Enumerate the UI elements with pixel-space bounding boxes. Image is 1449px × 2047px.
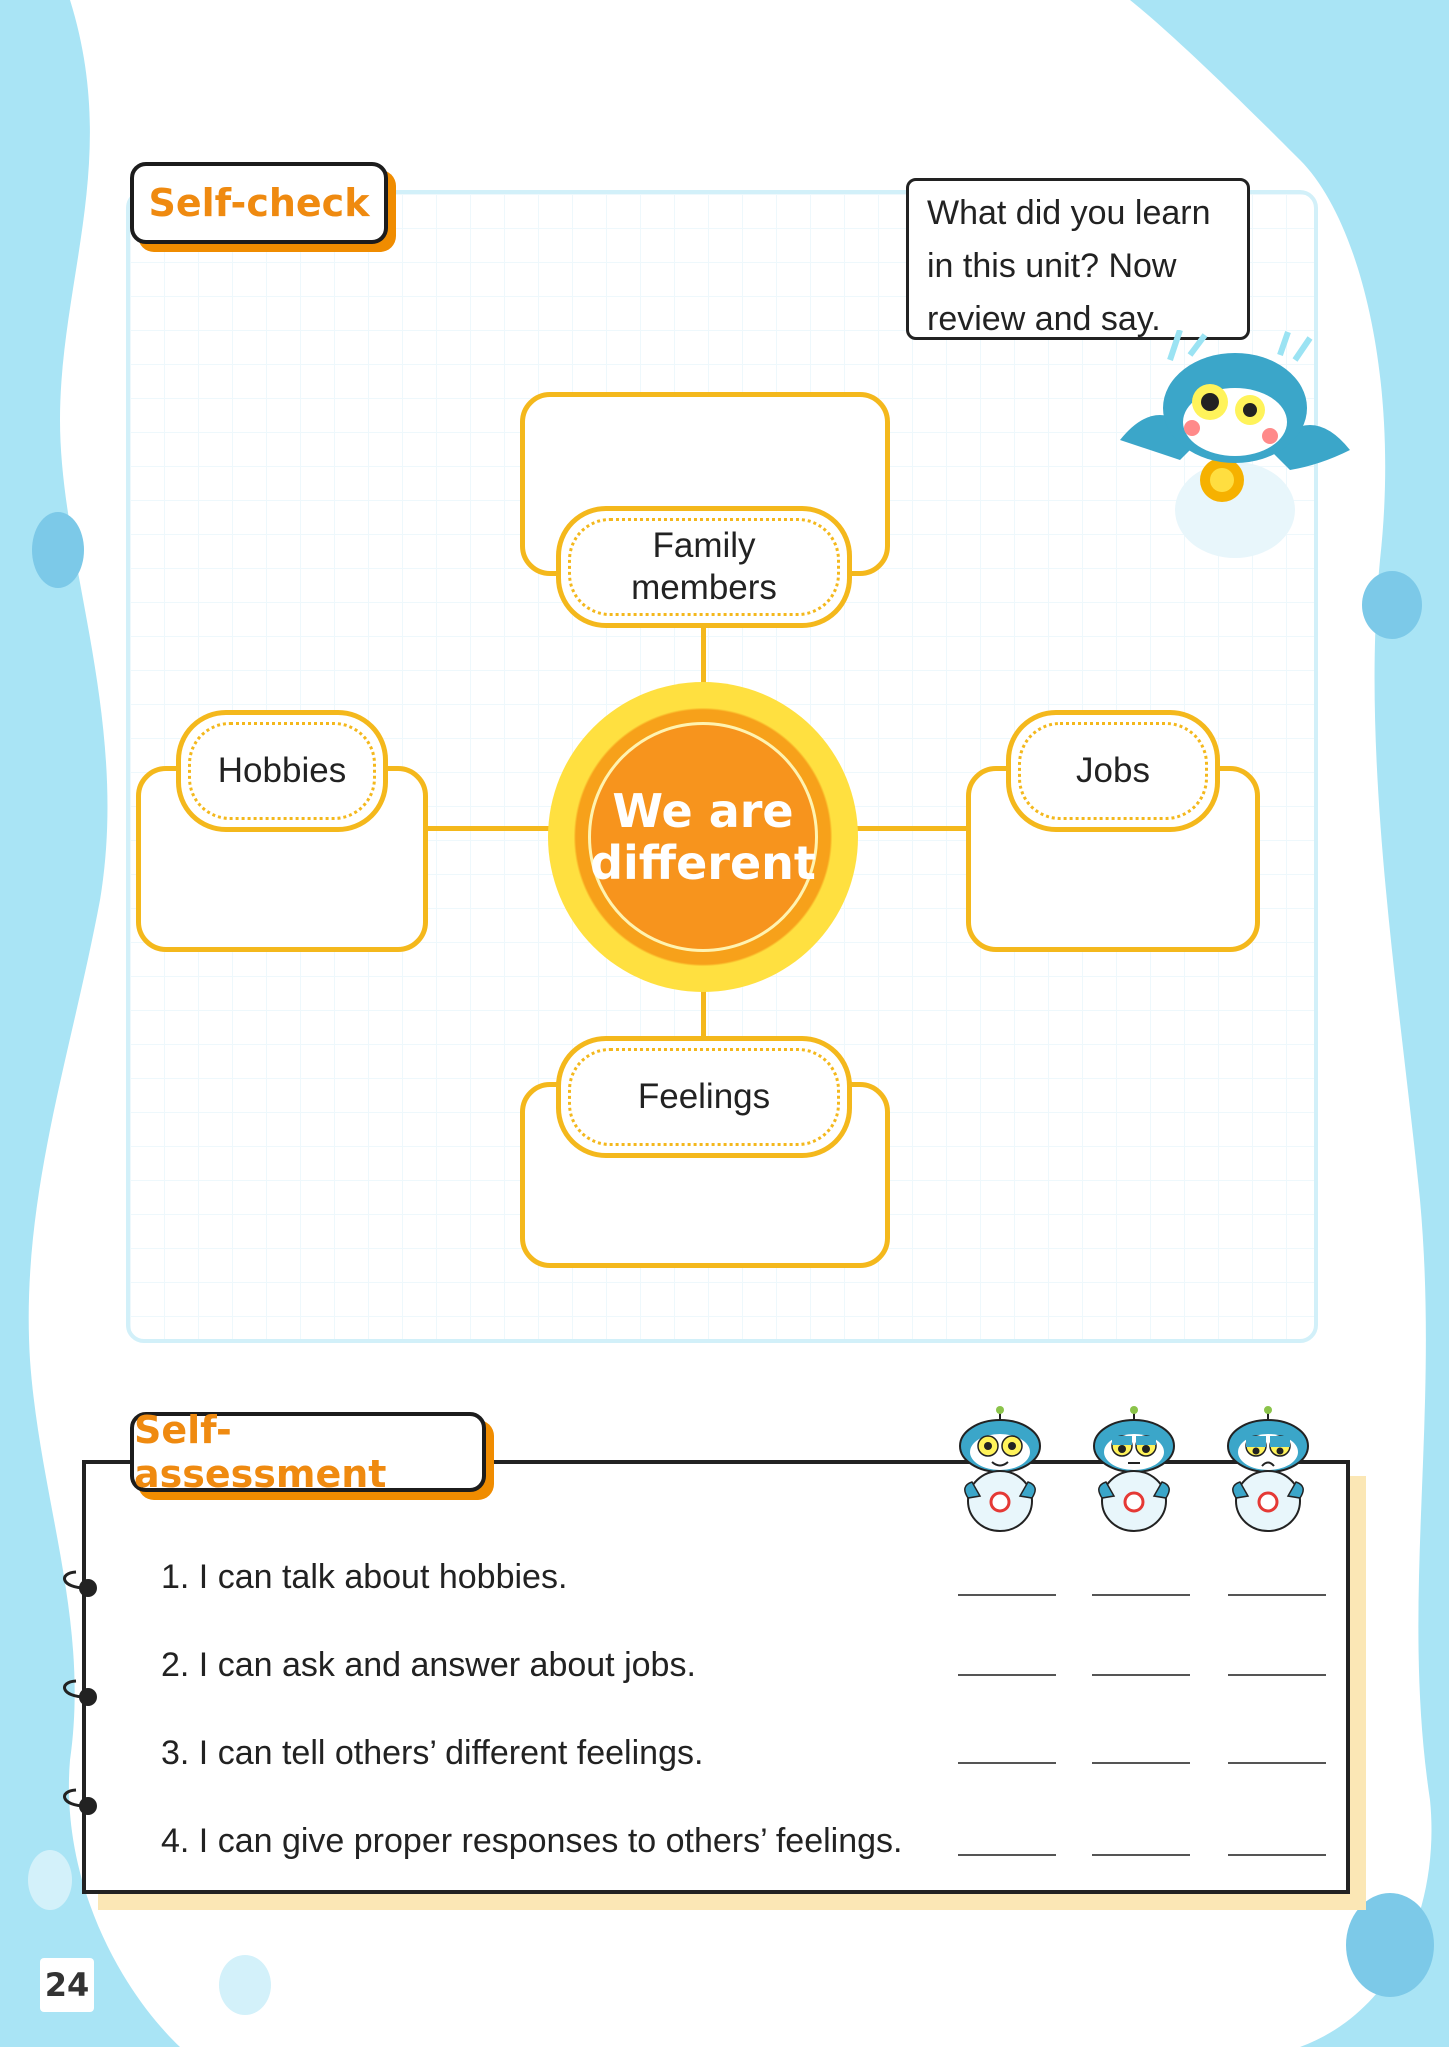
center-topic-circle <box>548 682 858 992</box>
center-topic-line-2: different <box>590 836 816 890</box>
speech-line-3: review and say. <box>927 300 1161 338</box>
jobs-label: Jobs <box>1006 710 1220 832</box>
rating-blank[interactable] <box>958 1762 1056 1764</box>
self-assessment-title: Self-assessment <box>130 1412 486 1492</box>
connector-right <box>856 826 972 831</box>
page-number: 24 <box>40 1958 94 2012</box>
sad-robot-icon <box>1218 1406 1318 1542</box>
rating-blank[interactable] <box>1228 1854 1326 1856</box>
connector-left <box>424 826 552 831</box>
rating-blank[interactable] <box>1092 1854 1190 1856</box>
family-members-label <box>556 506 852 628</box>
binder-ring-icon <box>56 1786 102 1826</box>
robot-mascot-icon <box>1110 330 1360 560</box>
family-members-line-2: members <box>631 568 777 607</box>
speech-line-1: What did you learn <box>927 194 1211 232</box>
rating-blank[interactable] <box>1092 1762 1190 1764</box>
assessment-item-2: 2. I can ask and answer about jobs. <box>161 1646 696 1684</box>
binder-ring-icon <box>56 1677 102 1717</box>
connector-top <box>701 622 706 686</box>
self-check-title: Self-check <box>130 162 388 244</box>
rating-blank[interactable] <box>958 1594 1056 1596</box>
speech-bubble <box>906 178 1250 340</box>
rating-blank[interactable] <box>958 1854 1056 1856</box>
rating-blank[interactable] <box>1228 1762 1326 1764</box>
neutral-robot-icon <box>1084 1406 1184 1542</box>
assessment-item-1: 1. I can talk about hobbies. <box>161 1558 568 1596</box>
assessment-item-4: 4. I can give proper responses to others’ feelings. <box>161 1822 903 1860</box>
binder-ring-icon <box>56 1568 102 1608</box>
hobbies-label: Hobbies <box>176 710 388 832</box>
family-members-line-1: Family <box>652 526 756 565</box>
center-topic-line-1: We are <box>612 784 794 838</box>
happy-robot-icon <box>950 1406 1050 1542</box>
speech-line-2: in this unit? Now <box>927 247 1177 285</box>
feelings-label: Feelings <box>556 1036 852 1158</box>
assessment-item-3: 3. I can tell others’ different feelings. <box>161 1734 704 1772</box>
rating-blank[interactable] <box>1228 1594 1326 1596</box>
rating-blank[interactable] <box>958 1674 1056 1676</box>
rating-blank[interactable] <box>1092 1594 1190 1596</box>
rating-blank[interactable] <box>1092 1674 1190 1676</box>
rating-blank[interactable] <box>1228 1674 1326 1676</box>
